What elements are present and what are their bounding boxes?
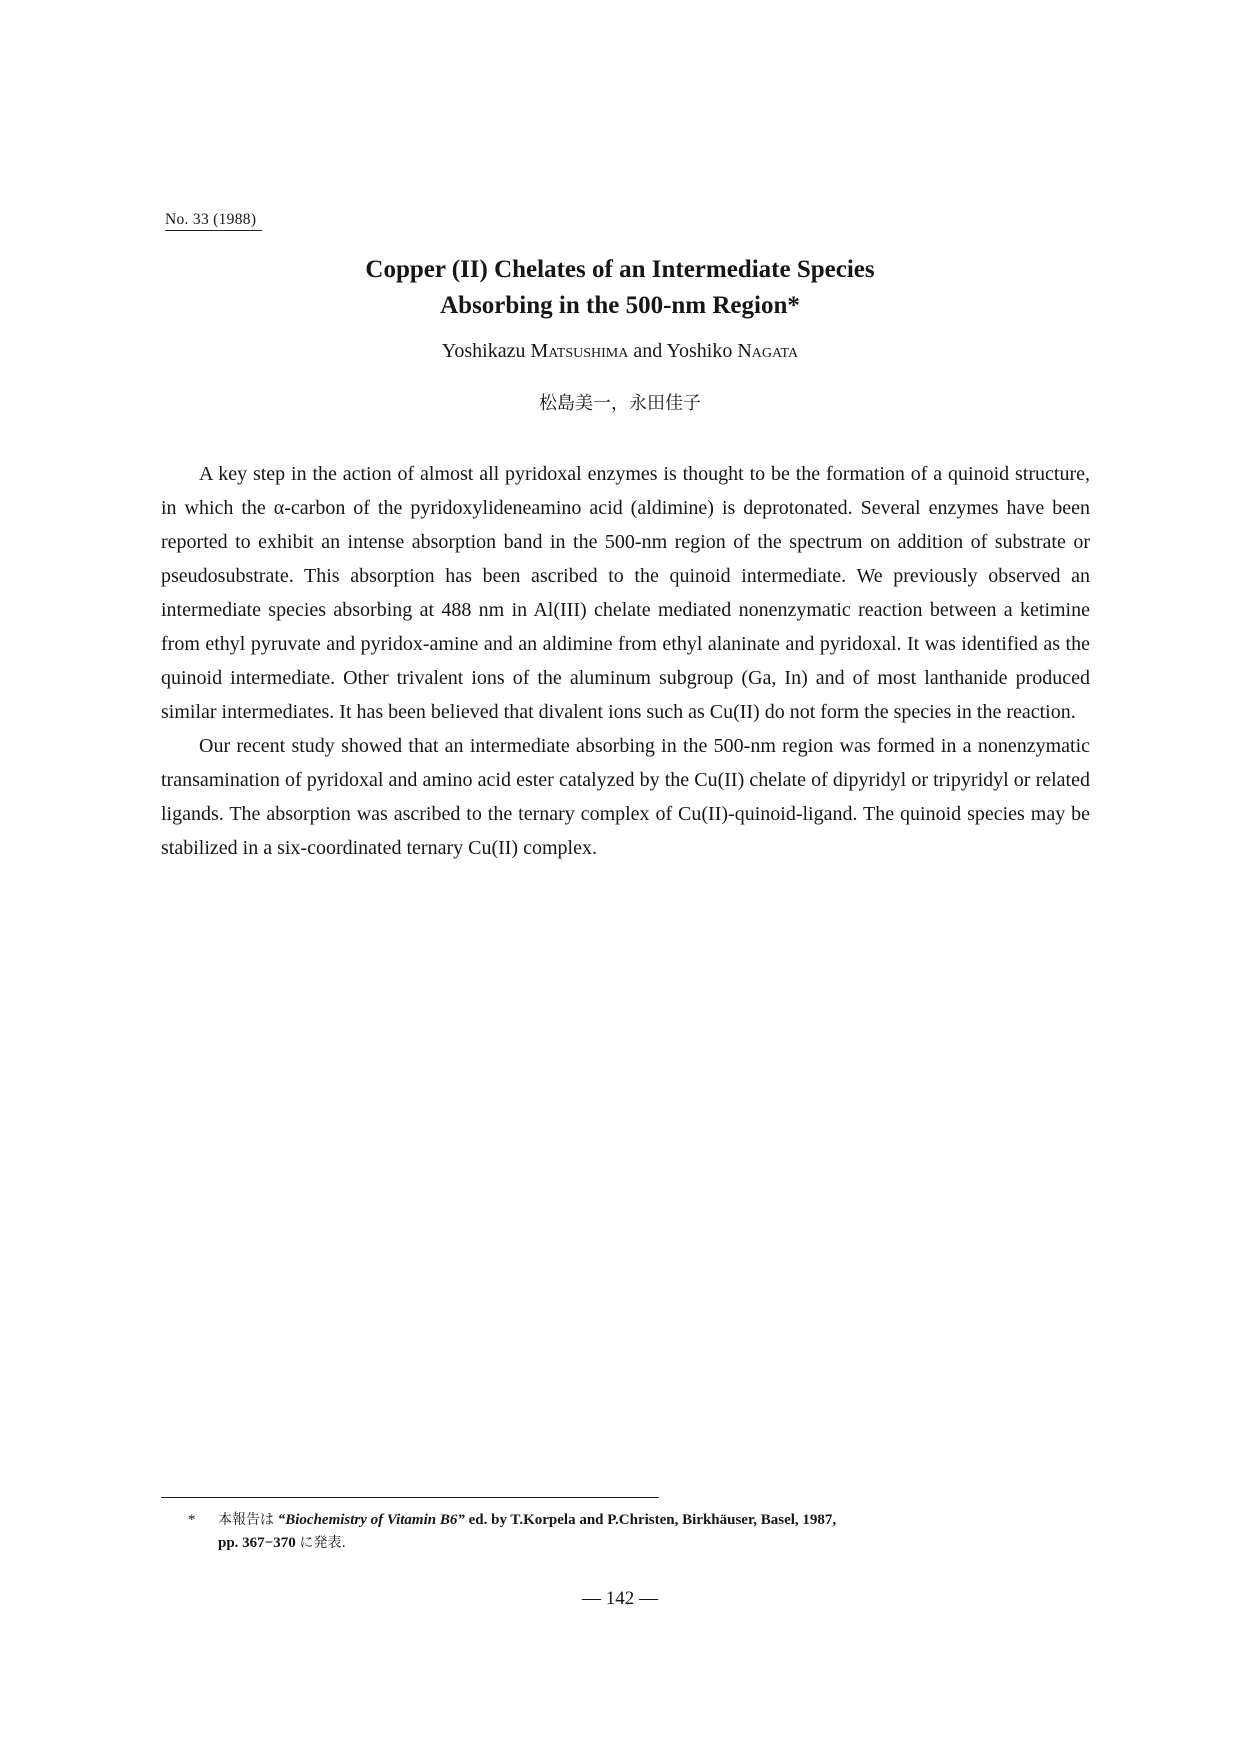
author-1-family: Matsushima (530, 340, 629, 362)
author-conjunction: and (633, 340, 663, 362)
paper-title (0, 252, 1240, 324)
author-2-given: Yoshiko (666, 340, 733, 362)
body-text (161, 457, 1090, 865)
journal-reference: No. 33 (1988) (165, 211, 262, 231)
footnote-suffix: に発表. (299, 1535, 346, 1551)
footnote (188, 1509, 1068, 1555)
paragraph-2: Our recent study showed that an intermediate absorbing in the 500-nm region was formed in a nonenzymatic transamination of pyridoxal and amino acid ester catalyzed by the Cu(II) chelate of dipyridyl or tripyridyl or related ligands. The absorption was ascribed to the ternary complex of Cu(II)-quinoid-ligand. The quinoid species may be stabilized in a six-coordinated ternary Cu(II) complex. (161, 735, 1090, 859)
footnote-divider (161, 1497, 659, 1498)
footnote-book-title: “Biochemistry of Vitamin B6” (277, 1512, 465, 1528)
paragraph-1: A key step in the action of almost all pyridoxal enzymes is thought to be the formation of a quinoid structure, in which the α-carbon of the pyridoxylideneamino acid (aldimine) is deprotonated. Several enzymes have been reported to exhibit an intense absorption band in the 500-nm region of the spectrum on addition of substrate or pseudosubstrate. This absorption has been ascribed to the quinoid intermediate. We previously observed an intermediate species absorbing at 488 nm in Al(III) chelate mediated nonenzymatic reaction between a ketimine from ethyl pyruvate and pyridox-amine and an aldimine from ethyl alaninate and pyridoxal. It was identified as the quinoid intermediate. Other trivalent ions of the aluminum subgroup (Ga, In) and of most lanthanide produced similar intermediates. It has been believed that divalent ions such as Cu(II) do not form the species in the reaction. (161, 463, 1090, 723)
footnote-pages: pp. 367−370 (218, 1535, 296, 1551)
author-list-japanese: 松島美一，永田佳子 (539, 393, 701, 414)
footnote-mark: * (188, 1512, 196, 1528)
title-line-2: Absorbing in the 500-nm Region* (440, 292, 800, 319)
author-list (0, 340, 1240, 363)
title-line-1: Copper (II) Chelates of an Intermediate Species (365, 256, 875, 283)
page-number: — 142 — (582, 1588, 658, 1609)
author-2-family: Nagata (737, 340, 799, 362)
footnote-body (188, 1509, 1068, 1555)
author-1-given: Yoshikazu (441, 340, 526, 362)
footnote-prefix: 本報告は (218, 1512, 274, 1528)
footnote-details: ed. by T.Korpela and P.Christen, Birkhäuser, Basel, 1987, (468, 1512, 837, 1528)
